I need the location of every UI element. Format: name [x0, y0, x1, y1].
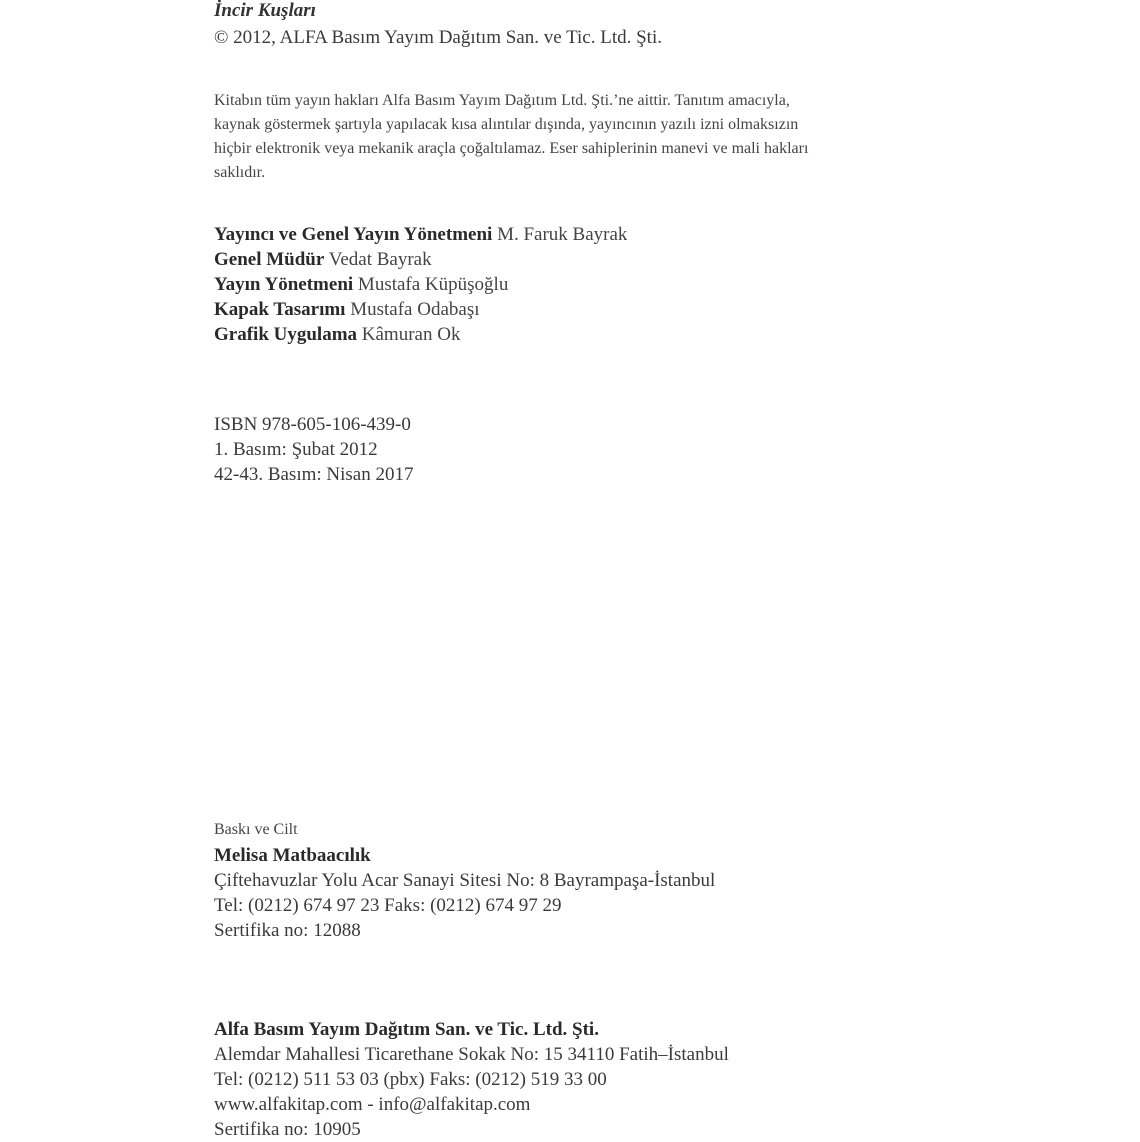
credit-name: Mustafa Küpüşoğlu — [357, 274, 509, 295]
printer-name: Melisa Matbaacılık — [214, 845, 371, 866]
credit-role: Yayıncı ve Genel Yayın Yönetmeni — [214, 224, 493, 245]
credit-line — [214, 223, 627, 247]
first-print: 1. Basım: Şubat 2012 — [214, 439, 378, 460]
credit-line — [214, 323, 460, 347]
isbn: ISBN 978-605-106-439-0 — [214, 414, 411, 435]
rights-notice-line: kaynak göstermek şartıyla yapılacak kısa alıntılar dışında, yayıncının yazılı izni olmaksızın — [214, 116, 799, 133]
rights-notice-line: hiçbir elektronik veya mekanik araçla çoğaltılamaz. Eser sahiplerinin manevi ve mali hakları — [214, 140, 809, 157]
publisher-web: www.alfakitap.com - info@alfakitap.com — [214, 1094, 531, 1115]
printer-address: Çiftehavuzlar Yolu Acar Sanayi Sitesi No: 8 Bayrampaşa-İstanbul — [214, 870, 716, 891]
printer-phone: Tel: (0212) 674 97 23 Faks: (0212) 674 97 29 — [214, 895, 562, 916]
credit-role: Genel Müdür — [214, 249, 325, 270]
copyright-line: © 2012, ALFA Basım Yayım Dağıtım San. ve Tic. Ltd. Şti. — [214, 27, 662, 48]
credit-name: Mustafa Odabaşı — [350, 299, 480, 320]
credit-line — [214, 298, 480, 322]
printer-certificate: Sertifika no: 12088 — [214, 920, 361, 941]
credit-role: Yayın Yönetmeni — [214, 274, 354, 295]
credit-line — [214, 273, 508, 297]
rights-notice-line: Kitabın tüm yayın hakları Alfa Basım Yayım Dağıtım Ltd. Şti.’ne aittir. Tanıtım amacıyla, — [214, 92, 790, 109]
credit-line — [214, 248, 432, 272]
credit-name: Vedat Bayrak — [328, 249, 432, 270]
publisher-address: Alemdar Mahallesi Ticarethane Sokak No: 15 34110 Fatih–İstanbul — [214, 1044, 729, 1065]
rights-notice-line: saklıdır. — [214, 164, 266, 181]
printer-heading: Baskı ve Cilt — [214, 821, 298, 838]
credit-name: M. Faruk Bayrak — [497, 224, 628, 245]
publisher-certificate: Sertifika no: 10905 — [214, 1119, 361, 1140]
publisher-name: Alfa Basım Yayım Dağıtım San. ve Tic. Ltd. Şti. — [214, 1019, 599, 1040]
credit-role: Kapak Tasarımı — [214, 299, 346, 320]
credit-role: Grafik Uygulama — [214, 324, 358, 345]
credit-name: Kâmuran Ok — [361, 324, 461, 345]
current-print: 42-43. Basım: Nisan 2017 — [214, 464, 414, 485]
book-title: İncir Kuşları — [214, 0, 316, 21]
publisher-phone: Tel: (0212) 511 53 03 (pbx) Faks: (0212) 519 33 00 — [214, 1069, 607, 1090]
copyright-page — [214, 0, 954, 1140]
